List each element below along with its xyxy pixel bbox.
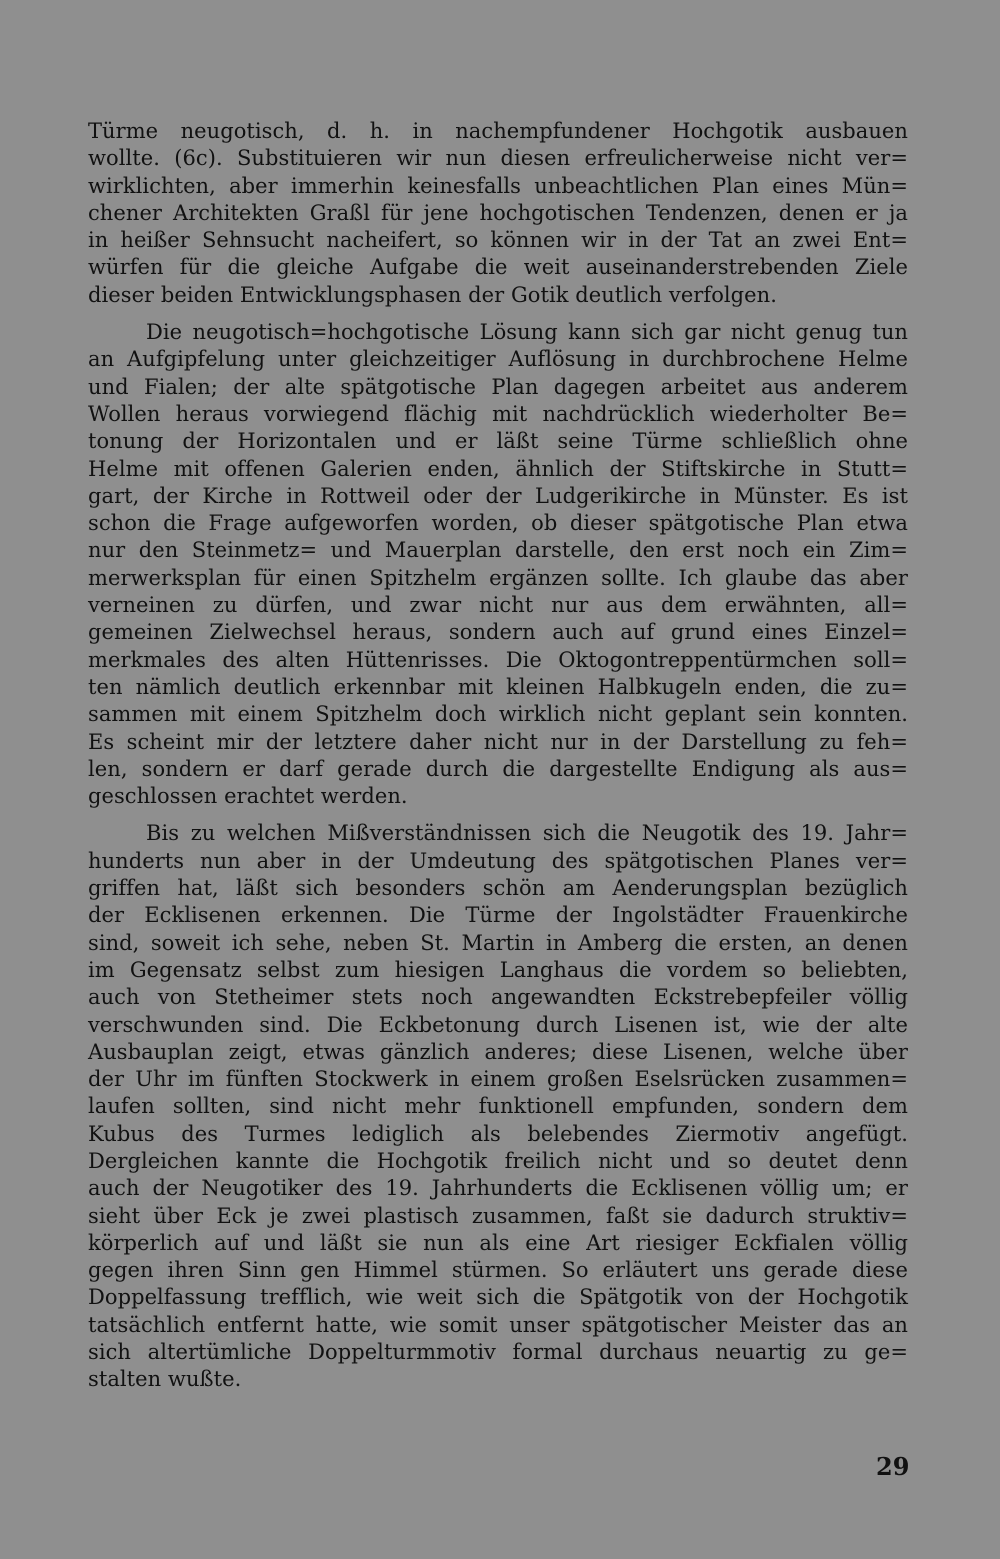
text-line: Helme mit offenen Galerien enden, ähnlich der Stiftskirche in Stutt= [88, 456, 908, 481]
text-line: tatsächlich entfernt hatte, wie somit unser spätgotischer Meister das an [88, 1312, 908, 1337]
text-line: sind, soweit ich sehe, neben St. Martin in Amberg die ersten, an denen [88, 930, 908, 955]
text-line: wollte. (6c). Substituieren wir nun diesen erfreulicherweise nicht ver= [88, 146, 908, 171]
text-line: laufen sollten, sind nicht mehr funktionell empfunden, sondern dem [88, 1094, 908, 1119]
text-line: gemeinen Zielwechsel heraus, sondern auch auf grund eines Einzel= [88, 620, 908, 645]
page-text [88, 118, 908, 1538]
text-line: Es scheint mir der letztere daher nicht nur in der Darstellung zu feh= [88, 729, 908, 754]
text-line: hunderts nun aber in der Umdeutung des spätgotischen Planes ver= [88, 848, 908, 873]
text-line: Dergleichen kannte die Hochgotik freilich nicht und so deutet denn [88, 1148, 908, 1173]
paragraph-3 [88, 820, 908, 1393]
text-line: schon die Frage aufgeworfen worden, ob dieser spätgotische Plan etwa [88, 511, 908, 536]
text-line: Türme neugotisch, d. h. in nachempfundener Hochgotik ausbauen [88, 119, 908, 143]
text-line: tonung der Horizontalen und er läßt seine Türme schließlich ohne [88, 429, 908, 454]
text-line: und Fialen; der alte spätgotische Plan dagegen arbeitet aus anderem [88, 374, 908, 399]
text-line: merkmales des alten Hüttenrisses. Die Oktogontreppentürmchen soll= [88, 647, 908, 672]
text-line: dieser beiden Entwicklungsphasen der Gotik deutlich verfolgen. [88, 282, 777, 307]
text-line: Bis zu welchen Mißverständnissen sich die Neugotik des 19. Jahr= [146, 821, 908, 846]
text-line: geschlossen erachtet werden. [88, 784, 408, 809]
text-line: ten nämlich deutlich erkennbar mit kleinen Halbkugeln enden, die zu= [88, 674, 908, 699]
text-line: gart, der Kirche in Rottweil oder der Ludgerikirche in Münster. Es ist [88, 483, 908, 508]
paragraph-1 [88, 118, 908, 309]
text-line: merwerksplan für einen Spitzhelm ergänzen sollte. Ich glaube das aber [88, 565, 908, 590]
text-line: der Uhr im fünften Stockwerk in einem großen Eselsrücken zusammen= [88, 1067, 908, 1092]
text-line: griffen hat, läßt sich besonders schön am Aenderungsplan bezüglich [88, 876, 908, 901]
text-line: auch der Neugotiker des 19. Jahrhunderts die Ecklisenen völlig um; er [88, 1176, 908, 1201]
text-line: verneinen zu dürfen, und zwar nicht nur aus dem erwähnten, all= [88, 593, 908, 618]
text-line: Doppelfassung trefflich, wie weit sich die Spätgotik von der Hochgotik [88, 1285, 908, 1310]
text-line: sammen mit einem Spitzhelm doch wirklich nicht geplant sein konnten. [88, 702, 908, 727]
text-line: auch von Stetheimer stets noch angewandten Eckstrebepfeiler völlig [88, 985, 908, 1010]
text-line: sich altertümliche Doppelturmmotiv formal durchaus neuartig zu ge= [88, 1340, 908, 1365]
text-line: Kubus des Turmes lediglich als belebendes Ziermotiv angefügt. [88, 1121, 908, 1146]
text-line: der Ecklisenen erkennen. Die Türme der Ingolstädter Frauenkirche [88, 903, 908, 928]
text-line: nur den Steinmetz= und Mauerplan darstelle, den erst noch ein Zim= [88, 538, 908, 563]
text-line: wirklichten, aber immerhin keinesfalls unbeachtlichen Plan eines Mün= [88, 173, 908, 198]
text-line: körperlich auf und läßt sie nun als eine Art riesiger Eckfialen völlig [88, 1230, 908, 1255]
text-line: Die neugotisch=hochgotische Lösung kann sich gar nicht genug tun [146, 320, 908, 345]
text-line: sieht über Eck je zwei plastisch zusammen, faßt sie dadurch struktiv= [88, 1203, 908, 1228]
text-line: Wollen heraus vorwiegend flächig mit nachdrücklich wiederholter Be= [88, 401, 908, 426]
text-line: gegen ihren Sinn gen Himmel stürmen. So erläutert uns gerade diese [88, 1258, 908, 1283]
paragraph-2 [88, 319, 908, 810]
text-line: im Gegensatz selbst zum hiesigen Langhaus die vordem so beliebten, [88, 957, 908, 982]
text-line: an Aufgipfelung unter gleichzeitiger Auflösung in durchbrochene Helme [88, 347, 908, 372]
text-line: in heißer Sehnsucht nacheifert, so können wir in der Tat an zwei Ent= [88, 228, 908, 253]
page-number: 29 [876, 1452, 910, 1481]
text-line: verschwunden sind. Die Eckbetonung durch Lisenen ist, wie der alte [88, 1012, 908, 1037]
text-line: stalten wußte. [88, 1367, 242, 1392]
text-line: würfen für die gleiche Aufgabe die weit auseinanderstrebenden Ziele [88, 255, 908, 280]
text-line: Ausbauplan zeigt, etwas gänzlich anderes; diese Lisenen, welche über [88, 1039, 908, 1064]
text-line: chener Architekten Graßl für jene hochgotischen Tendenzen, denen er ja [88, 200, 908, 225]
text-line: len, sondern er darf gerade durch die dargestellte Endigung als aus= [88, 756, 908, 781]
